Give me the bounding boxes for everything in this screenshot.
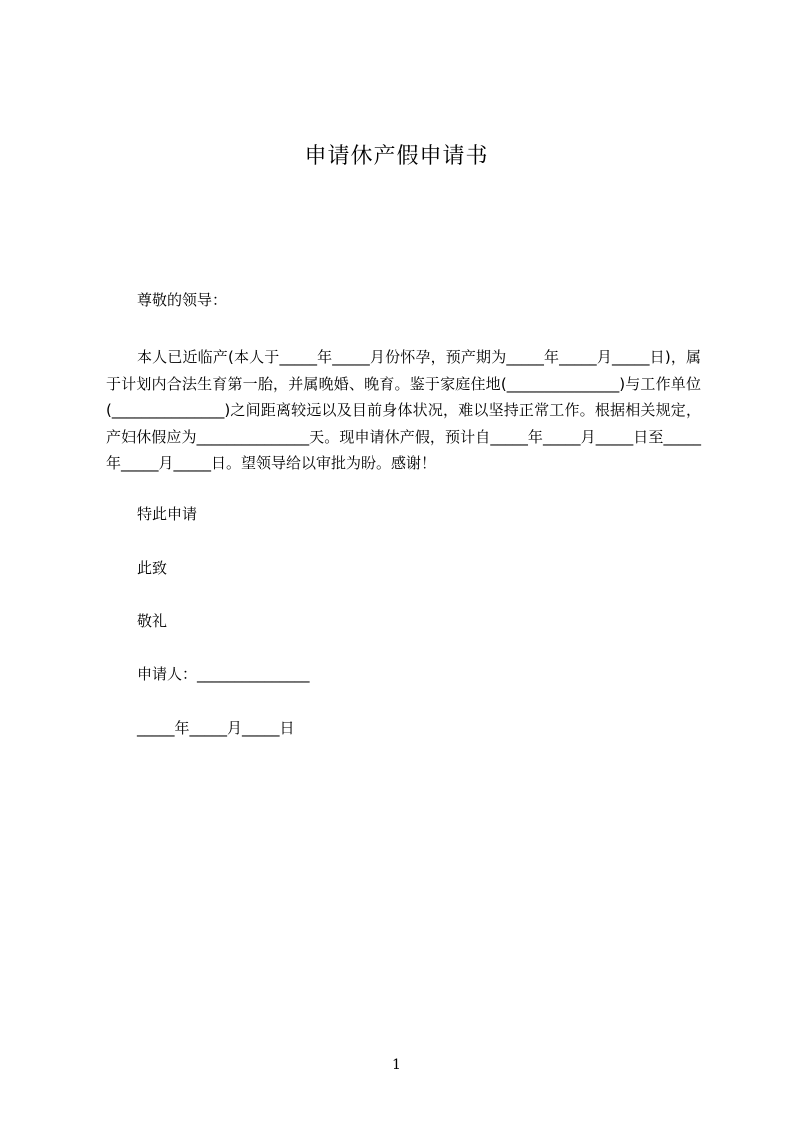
applicant-line: 申请人：_______________: [137, 665, 310, 683]
closing-regards-1: 此致: [137, 559, 168, 577]
salutation: 尊敬的领导：: [137, 291, 228, 309]
date-line: _____年_____月_____日: [137, 719, 295, 737]
page-number: 1: [392, 1057, 401, 1073]
closing-regards-2: 敬礼: [137, 612, 168, 630]
body-paragraph: 本人已近临产(本人于_____年_____月份怀孕，预产期为_____年_____月_____日)，属于计划内合法生育第一胎，并属晚婚、晚育。鉴于家庭住地(_______________)与工作单位(_______________)之间距离较远以及目前身体状况，难以坚持正常工作。根据相关规定，产妇休假应为_______________天。现申请休产假，预计自_____年_____月_____日至_____年_____月_____日。望领导给以审批为盼。感谢！: [106, 348, 701, 472]
closing-request: 特此申请: [137, 505, 198, 523]
document-title: 申请休产假申请书: [304, 144, 489, 169]
